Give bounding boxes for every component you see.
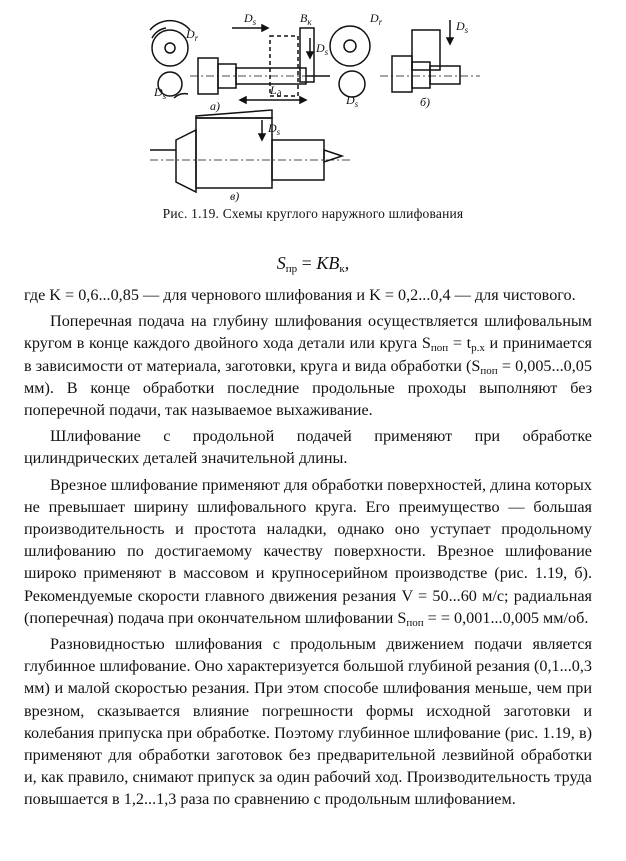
paragraph-2-part-c: и принимается в зависимости от материала, заготовки, круга и вида обработки (S bbox=[24, 334, 592, 375]
label-ds-left: D bbox=[154, 85, 163, 99]
label-ds-b: D bbox=[456, 19, 465, 33]
formula-tail: , bbox=[344, 253, 350, 273]
paragraph-4 bbox=[24, 474, 592, 629]
paragraph-4-part-b: = = 0,001...0,005 мм/об. bbox=[423, 608, 589, 627]
paragraph-2-sub-2: р.х bbox=[471, 342, 485, 355]
label-ds-v-sub: s bbox=[276, 127, 281, 137]
label-bk: B bbox=[300, 11, 308, 25]
label-ds-right-sub: s bbox=[324, 47, 329, 57]
paragraph-3: Шлифование с продольной подачей применяют при обработке цилиндрических деталей значительной длины. bbox=[24, 427, 592, 468]
label-ds-v: D bbox=[268, 121, 277, 135]
body-text bbox=[24, 284, 592, 815]
chuck-b bbox=[392, 56, 412, 92]
label-dr: D bbox=[186, 27, 195, 41]
label-ld-sub: д bbox=[276, 89, 282, 99]
grinding-wheel-a bbox=[152, 30, 188, 66]
paragraph-2-sub-1: поп bbox=[430, 342, 449, 355]
formula-lhs-sub: пр bbox=[285, 263, 298, 275]
label-b: б) bbox=[420, 95, 431, 109]
paragraph-4-part-a: Врезное шлифование применяют для обработки поверхностей, длина которых не превышает ширину шлифовального круга. Его преимущество — большая производительность и простота наладки, однако оно уступает продольному шлифованию по достигаемому качеству поверхности. Врезное шлифование широко применяют в массовом и крупносерийном производстве (рис. 1.19, б). Рекомендуемые скорости главного движения резания V = 50...60 м/с; радиальная (поперечная) подача при окончательном шлифовании S bbox=[24, 475, 592, 627]
label-ds-right: D bbox=[316, 41, 325, 55]
paragraph-4-sub: поп bbox=[406, 616, 424, 629]
cone-left-v bbox=[176, 130, 196, 192]
paragraph-2-part-a: Поперечная подача на глубину шлифования осуществляется шлифовальным кругом в конце каждого двойного хода детали или круга S bbox=[24, 312, 592, 353]
figure-1-19 bbox=[0, 0, 626, 210]
svg-text:Ds bbox=[315, 41, 329, 57]
paragraph-1: где K = 0,6...0,85 — для чернового шлифования и K = 0,2...0,4 — для чистового. bbox=[24, 286, 576, 304]
paragraph-2-sub-3: поп bbox=[480, 364, 498, 377]
label-dr-b: D bbox=[370, 11, 379, 25]
label-ld: L bbox=[270, 83, 277, 97]
svg-text:Lд bbox=[269, 83, 282, 99]
svg-text:Ds bbox=[153, 85, 167, 101]
label-ds-top-sub: s bbox=[252, 17, 257, 27]
label-ds-b-sub: s bbox=[464, 25, 469, 35]
svg-text:Ds bbox=[243, 11, 257, 27]
label-dr-sub: r bbox=[194, 33, 199, 43]
wheel-b bbox=[412, 30, 440, 70]
workpiece-b bbox=[430, 66, 460, 84]
label-ds-top: D bbox=[244, 11, 253, 25]
paragraph-2-part-b: = t bbox=[448, 334, 472, 353]
label-ds-left-sub: s bbox=[162, 91, 167, 101]
grinding-wheel-b bbox=[330, 26, 370, 66]
label-ds-b2: D bbox=[346, 93, 355, 107]
figure-caption: Рис. 1.19. Схемы круглого наружного шлифования bbox=[162, 206, 464, 221]
grinding-schemes-drawing bbox=[0, 0, 626, 205]
svg-text:Ds bbox=[455, 19, 469, 35]
formula bbox=[0, 253, 626, 274]
formula-eq: = bbox=[297, 253, 317, 273]
label-ds-b2-sub: s bbox=[354, 99, 359, 109]
label-a: а) bbox=[210, 99, 220, 113]
svg-text:Ds bbox=[267, 121, 281, 137]
label-bk-sub: к bbox=[307, 17, 312, 27]
formula-lhs: S bbox=[276, 253, 286, 273]
svg-text:Bк bbox=[300, 11, 312, 27]
grinding-wheel-v bbox=[196, 118, 272, 188]
paragraph-2-part-d: = 0,005...0,05 мм). В конце обработки последние продольные проходы выполняют без поперечной подачи, так называемое выхаживание. bbox=[24, 356, 592, 420]
formula-rhs-sub: к bbox=[339, 263, 345, 275]
paragraph-2 bbox=[24, 310, 592, 421]
label-v: в) bbox=[230, 189, 240, 203]
label-dr-b-sub: r bbox=[378, 17, 383, 27]
paragraph-5: Разновидностью шлифования с продольным движением подачи является глубинное шлифование. Оно характеризуется большой глубиной резания (0,1...0,3 мм) и малой скоростью резания. При этом способе шлифования меньше, чем при врезном, сказывается влияние погрешности формы исходной заготовки и колебания припуска при обработке. Поэтому глубинное шлифование (рис. 1.19, в) применяют для обработки заготовок без предварительной лезвийной обработки и, как правило, снимают припуск за один рабочий ход. Производительность труда повышается в 1,2...1,3 раза по сравнению с продольным шлифованием. bbox=[24, 635, 592, 809]
formula-rhs: KB bbox=[316, 253, 340, 273]
svg-text:Dr bbox=[185, 27, 199, 43]
svg-text:Dr bbox=[369, 11, 383, 27]
